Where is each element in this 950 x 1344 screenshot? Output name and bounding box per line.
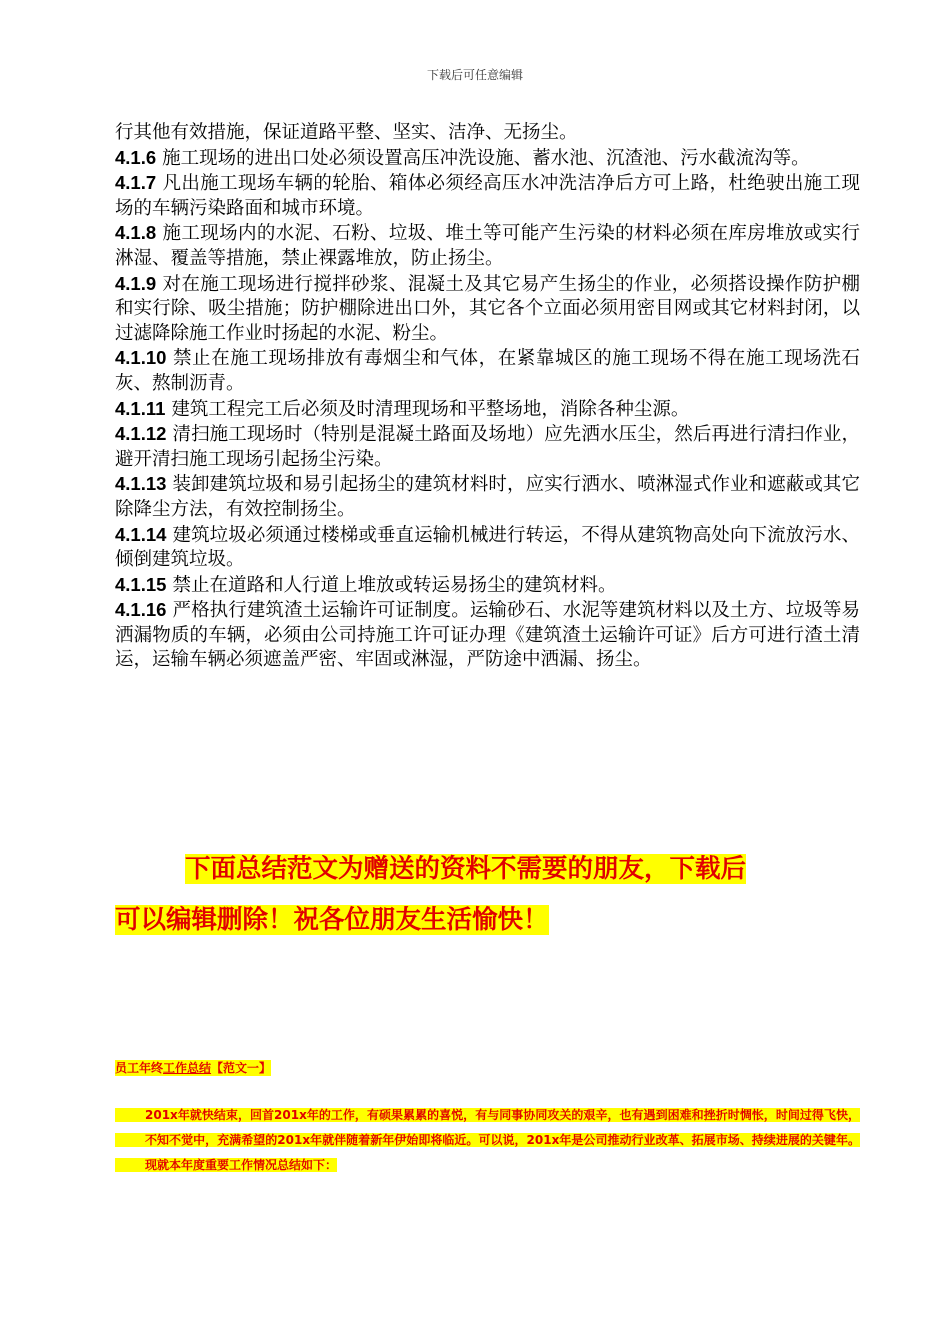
clause-item [115, 146, 860, 172]
clause-number: 4.1.10 [115, 347, 167, 369]
clause-number: 4.1.8 [115, 222, 157, 244]
page-header: 下载后可任意编辑 [426, 68, 523, 82]
clause-item [115, 523, 860, 573]
clause-text: 清扫施工现场时（特别是混凝土路面及场地）应先洒水压尘，然后再进行清扫作业，避开清扫施工现场引起扬尘污染。 [115, 424, 860, 470]
sample-title-part-1: 员工年终 [115, 1061, 164, 1075]
clause-number: 4.1.9 [115, 272, 157, 294]
clause-item [115, 573, 860, 599]
clause-text: 建筑工程完工后必须及时清理现场和平整场地，消除各种尘源。 [171, 398, 690, 420]
clause-item [115, 171, 860, 221]
gift-notice [115, 844, 860, 946]
lead-paragraph: 行其他有效措施，保证道路平整、坚实、洁净、无扬尘。 [115, 122, 578, 143]
regulation-text [115, 121, 860, 673]
clause-item [115, 422, 860, 472]
clause-text: 施工现场内的水泥、石粉、垃圾、堆土等可能产生污染的材料必须在库房堆放或实行淋湿、覆盖等措施，禁止裸露堆放，防止扬尘。 [115, 223, 860, 269]
clause-item [115, 598, 860, 673]
notice-line-1: 下面总结范文为赠送的资料不需要的朋友，下载后 [185, 854, 747, 884]
clause-number: 4.1.7 [115, 172, 157, 194]
clause-list [115, 146, 860, 673]
clause-item [115, 272, 860, 347]
sample-paragraph: 201x年就快结束，回首201x年的工作，有硕果累累的喜悦，有与同事协同攻关的艰辛，也有遇到困难和挫折时惆怅，时间过得飞快，不知不觉中，充满希望的201x年就伴随着新年伊始即将临近。可以说，201x年是公司推动行业改革、拓展市场、持续进展的关键年。现就本年度重要工作情况总结如下： [115, 1108, 860, 1172]
clause-text: 建筑垃圾必须通过楼梯或垂直运输机械进行转运，不得从建筑物高处向下流放污水、倾倒建筑垃圾。 [115, 524, 860, 571]
clause-number: 4.1.15 [115, 573, 167, 595]
clause-text: 施工现场的进出口处必须设置高压冲洗设施、蓄水池、沉渣池、污水截流沟等。 [162, 147, 810, 169]
clause-number: 4.1.13 [115, 473, 167, 495]
clause-item [115, 221, 860, 271]
clause-number: 4.1.12 [115, 423, 167, 445]
clause-text: 装卸建筑垃圾和易引起扬尘的建筑材料时，应实行洒水、喷淋湿式作业和遮蔽或其它除降尘方法，有效控制扬尘。 [115, 474, 860, 520]
clause-text: 禁止在道路和人行道上堆放或转运易扬尘的建筑材料。 [172, 574, 617, 596]
clause-number: 4.1.11 [115, 397, 166, 419]
clause-text: 凡出施工现场车辆的轮胎、箱体必须经高压水冲洗洁净后方可上路，杜绝驶出施工现场的车辆污染路面和城市环境。 [115, 173, 860, 219]
clause-number: 4.1.6 [115, 146, 157, 168]
sample-title-part-3: 【范文一】 [211, 1061, 272, 1075]
notice-line-2: 可以编辑删除！祝各位朋友生活愉快！ [115, 905, 549, 935]
clause-text: 对在施工现场进行搅拌砂浆、混凝土及其它易产生扬尘的作业，必须搭设操作防护棚和实行除、吸尘措施；防护棚除进出口外，其它各个立面必须用密目网或其它材料封闭，以过滤降除施工作业时扬起的水泥、粉尘。 [115, 273, 860, 344]
clause-item [115, 346, 860, 396]
clause-number: 4.1.16 [115, 599, 167, 621]
sample-title-part-2: 工作总结 [163, 1061, 212, 1075]
clause-text: 禁止在施工现场排放有毒烟尘和气体，在紧靠城区的施工现场不得在施工现场洗石灰、熬制沥青。 [115, 348, 860, 394]
clause-text: 严格执行建筑渣土运输许可证制度。运输砂石、水泥等建筑材料以及土方、垃圾等易洒漏物质的车辆，必须由公司持施工许可证办理《建筑渣土运输许可证》后方可进行渣土清运，运输车辆必须遮盖严密、牢固或淋湿，严防途中洒漏、扬尘。 [115, 600, 860, 671]
sample-title [115, 1060, 271, 1076]
clause-number: 4.1.14 [115, 523, 167, 545]
clause-item [115, 397, 860, 423]
clause-item [115, 472, 860, 522]
sample-paragraph-block [115, 1103, 860, 1178]
